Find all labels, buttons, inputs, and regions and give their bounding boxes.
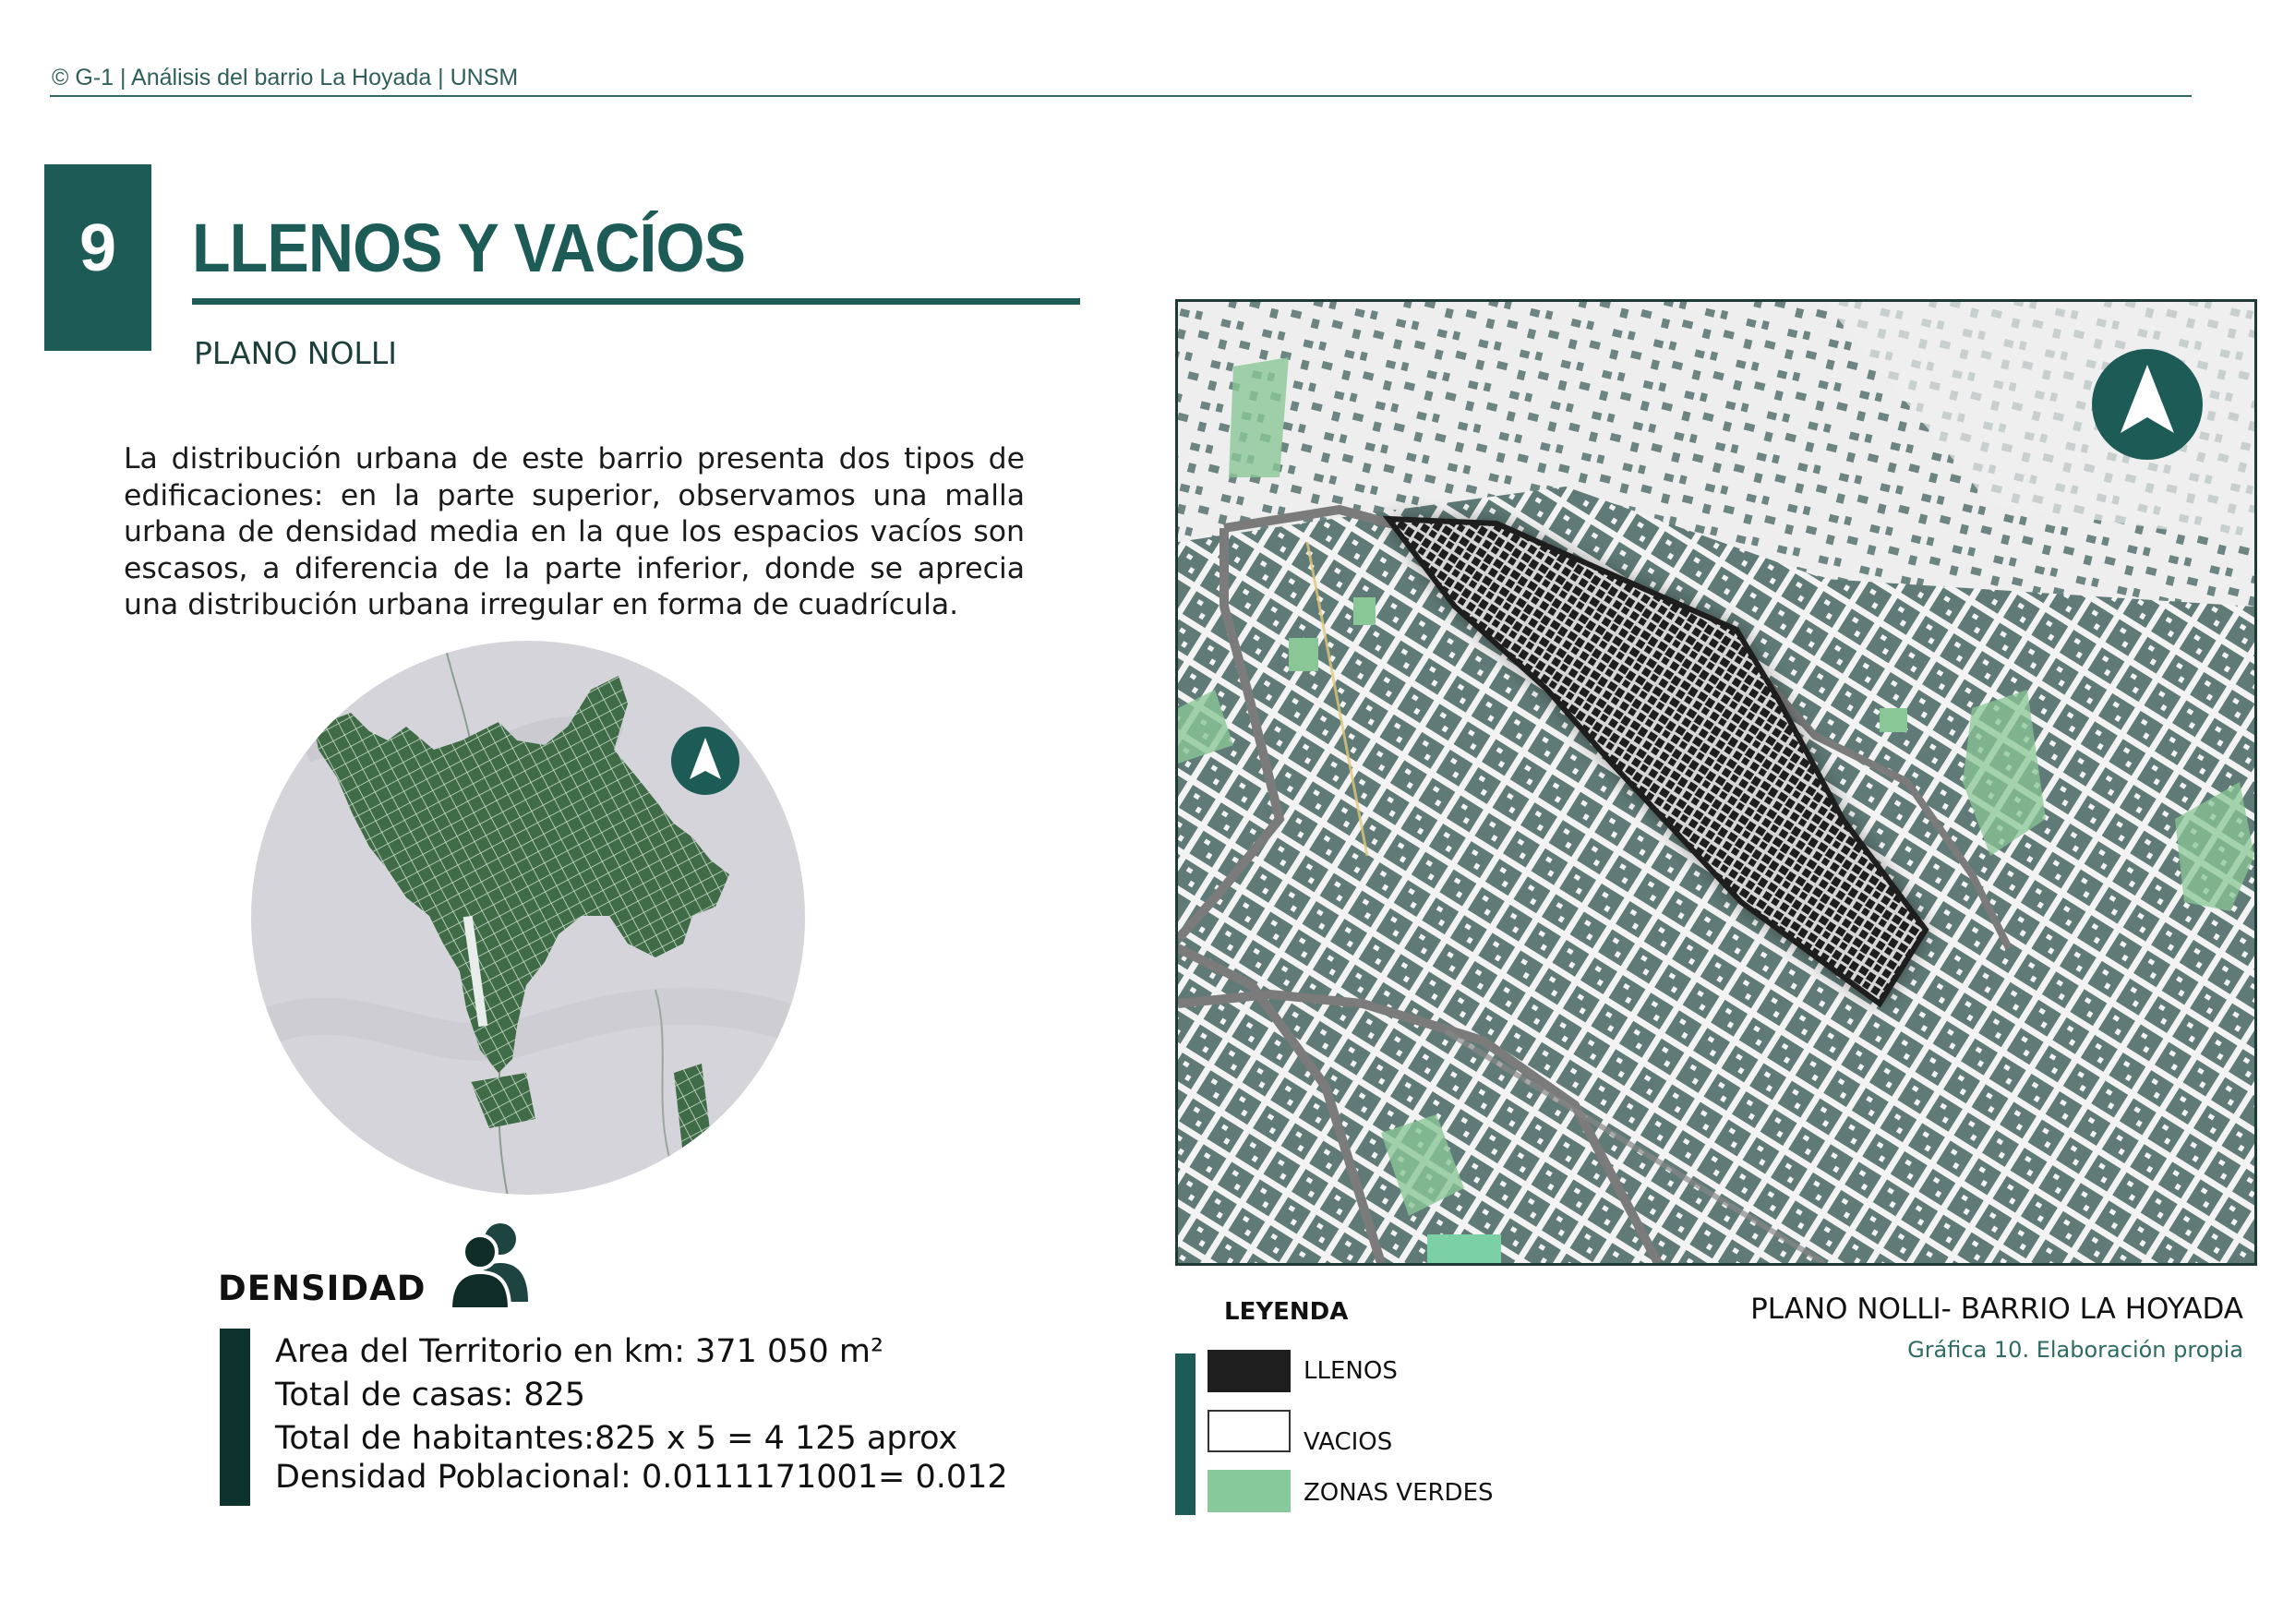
nolli-map-drawing xyxy=(1178,302,2254,1263)
header-divider xyxy=(50,95,2192,97)
legend-label-zonas-verdes: ZONAS VERDES xyxy=(1304,1479,1494,1507)
map-caption: PLANO NOLLI- BARRIO LA HOYADA xyxy=(1750,1293,2243,1326)
description-paragraph: La distribución urbana de este barrio presenta dos tipos de edificaciones: en la parte superior, observamos una malla urbana de densidad media en la que los espacios vacíos son escasos, a diferencia de la parte inferior, donde se aprecia una distribución urbana irregular en forma de cuadrícula. xyxy=(124,442,1025,621)
legend-swatch-llenos xyxy=(1208,1350,1291,1392)
section-number: 9 xyxy=(78,211,117,285)
city-location-map xyxy=(249,639,807,1197)
page-header: © G-1 | Análisis del barrio La Hoyada | UNSM xyxy=(52,65,519,90)
map-source: Gráfica 10. Elaboración propia xyxy=(1907,1337,2243,1363)
nolli-map xyxy=(1175,299,2257,1266)
density-title: DENSIDAD xyxy=(218,1269,427,1308)
density-accent-bar xyxy=(220,1329,250,1506)
density-population: Densidad Poblacional: 0.0111171001= 0.012 xyxy=(275,1459,1008,1496)
legend-label-vacios: VACIOS xyxy=(1304,1428,1393,1456)
legend-swatch-vacios xyxy=(1208,1410,1291,1452)
density-inhabitants: Total de habitantes:825 x 5 = 4 125 aprox xyxy=(275,1420,958,1457)
people-icon xyxy=(449,1221,534,1309)
page-title: LLENOS Y VACÍOS xyxy=(192,210,746,286)
title-underline xyxy=(192,298,1080,305)
legend-title: LEYENDA xyxy=(1224,1298,1349,1326)
density-area: Area del Territorio en km: 371 050 m² xyxy=(275,1333,884,1370)
legend-swatch-zonas-verdes xyxy=(1208,1470,1291,1512)
legend-label-llenos: LLENOS xyxy=(1304,1357,1398,1385)
density-houses: Total de casas: 825 xyxy=(275,1377,586,1413)
legend-accent-bar xyxy=(1175,1353,1196,1515)
page-subtitle: PLANO NOLLI xyxy=(194,335,397,371)
section-number-badge xyxy=(44,164,151,351)
